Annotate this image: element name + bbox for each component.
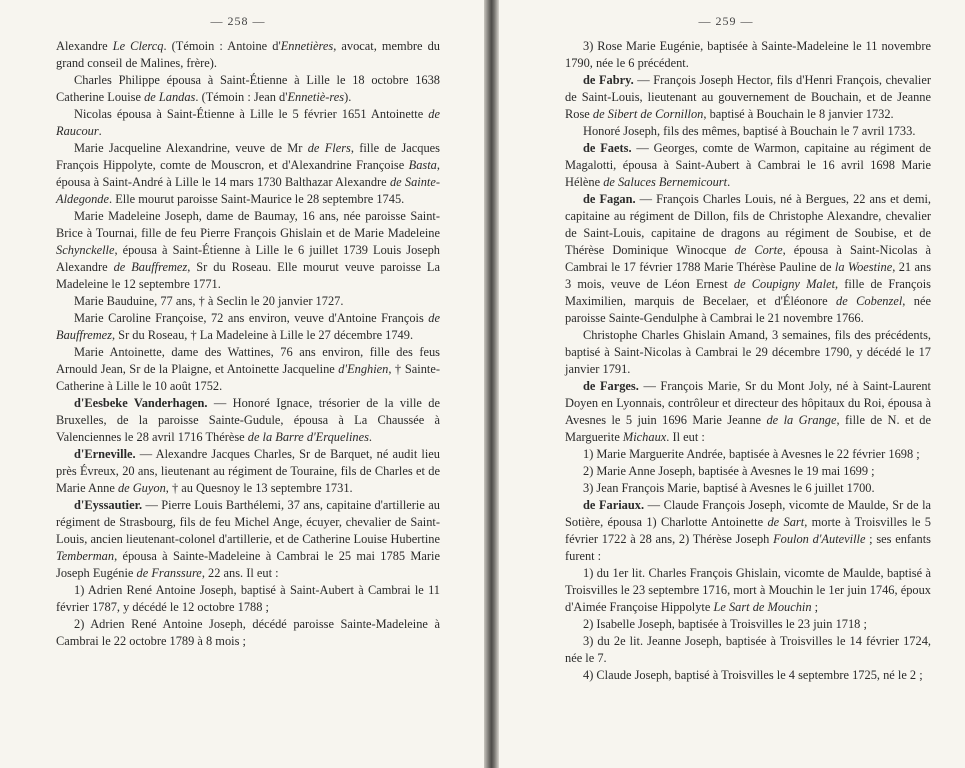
- text-segment: , Sr du Roseau. Elle mourut veuve paroisse La Madeleine le 12 septembre 1771.: [56, 260, 440, 291]
- page-text: [565, 38, 931, 684]
- text-segment: 2) Isabelle Joseph, baptisée à Troisvilles le 23 juin 1718 ;: [583, 617, 867, 631]
- text-segment: 2) Adrien René Antoine Joseph, décédé paroisse Sainte-Madeleine à Cambrai le 22 octobre 1789 à 8 mois ;: [56, 617, 440, 648]
- paragraph: [56, 140, 440, 208]
- text-segment: .: [727, 175, 731, 189]
- paragraph: [565, 463, 931, 480]
- text-segment: 1) Adrien René Antoine Joseph, baptisé à Saint-Aubert à Cambrai le 11 février 1787, y décédé le 12 octobre 1788 ;: [56, 583, 440, 614]
- text-segment: 3) du 2e lit. Jeanne Joseph, baptisée à Troisvilles le 14 février 1724, née le 7.: [565, 634, 931, 665]
- page-number: — 258 —: [210, 14, 266, 28]
- italic-name: de Bauffremez: [56, 311, 440, 342]
- paragraph: [565, 140, 931, 191]
- entry-heading: d'Erneville.: [74, 447, 136, 461]
- paragraph: [565, 123, 931, 140]
- text-segment: , fille de Jacques François Hippolyte, comte de Mouscron, et d'Alexandrine Françoise: [56, 141, 440, 172]
- entry-heading: d'Eyssautier.: [74, 498, 143, 512]
- entry-heading: de Farges.: [583, 379, 639, 393]
- text-segment: .: [368, 430, 373, 444]
- italic-name: de Franssure: [136, 566, 202, 580]
- paragraph: [56, 38, 440, 72]
- text-segment: .: [98, 124, 102, 138]
- text-segment: , avocat, membre du grand conseil de Malines, frère).: [56, 39, 440, 70]
- text-segment: 1) du 1er lit. Charles François Ghislain, vicomte de Maulde, baptisé à Troisvilles le 23 septembre 1716, mort à Mouchin le 1er juin 1746, époux d'Aimée Françoise Hippolyte: [565, 566, 931, 614]
- italic-name: de Corte: [734, 243, 783, 257]
- entry-heading: de Faets.: [583, 141, 632, 155]
- text-segment: . Il eut :: [666, 430, 705, 444]
- text-segment: Christophe Charles Ghislain Amand, 3 semaines, fils des précédents, baptisé à Saint-Nicolas à Cambrai le 29 décembre 1790, y décédé le 17 janvier 1791.: [565, 328, 931, 376]
- italic-name: Michaux: [622, 430, 667, 444]
- paragraph: [565, 72, 931, 123]
- italic-name: de Bauffremez: [113, 260, 188, 274]
- page-text: [56, 38, 440, 650]
- text-segment: , 21 ans 3 mois, veuve de Léon Ernest: [565, 260, 932, 291]
- text-segment: Alexandre: [56, 39, 113, 53]
- text-segment: 2) Marie Anne Joseph, baptisée à Avesnes le 19 mai 1699 ;: [583, 464, 875, 478]
- italic-name: la Woestine: [834, 260, 893, 274]
- text-segment: , épousa à Saint-Étienne à Lille le 6 juillet 1739 Louis Joseph Alexandre: [56, 243, 440, 274]
- italic-name: de Landas: [144, 90, 196, 104]
- text-segment: Nicolas épousa à Saint-Étienne à Lille le 5 février 1651 Antoinette: [74, 107, 429, 121]
- paragraph: [56, 310, 440, 344]
- paragraph: [56, 395, 440, 446]
- text-segment: , née paroisse Sainte-Gendulphe à Cambrai le 21 novembre 1766.: [565, 294, 931, 325]
- text-segment: Charles Philippe épousa à Saint-Étienne à Lille le 18 octobre 1638 Catherine Louise: [56, 73, 440, 104]
- text-segment: , épousa à Saint-André à Lille le 14 mars 1730 Balthazar Alexandre: [56, 158, 440, 189]
- paragraph: [565, 191, 931, 327]
- italic-name: Ennetières: [280, 39, 334, 53]
- text-segment: , morte à Troisvilles le 5 février 1722 à 28 ans, 2) Thérèse Joseph: [565, 515, 932, 546]
- italic-name: d'Enghien: [338, 362, 389, 376]
- italic-name: de Sart: [767, 515, 805, 529]
- italic-name: de Flers: [307, 141, 351, 155]
- paragraph: [565, 667, 931, 684]
- text-segment: . (Témoin : Jean d': [195, 90, 288, 104]
- paragraph: [56, 293, 440, 310]
- text-segment: — Claude François Joseph, vicomte de Maulde, Sr de la Sotière, épousa 1) Charlotte Antoinette: [565, 498, 932, 529]
- italic-name: de Sibert de Cornillon: [592, 107, 704, 121]
- text-segment: — Pierre Louis Barthélemi, 37 ans, capitaine d'artillerie au régiment de Strasbourg, fils de feu Michel Ange, écuyer, chevalier de Saint-Louis, ancien lieutenant-colonel d'artillerie, et de Catherine Louise Hubertine: [56, 498, 440, 546]
- paragraph: [565, 616, 931, 633]
- text-segment: , baptisé à Bouchain le 8 janvier 1732.: [703, 107, 894, 121]
- text-segment: ).: [344, 90, 352, 104]
- paragraph: [56, 208, 440, 293]
- paragraph: [565, 633, 931, 667]
- text-segment: Marie Bauduine, 77 ans, † à Seclin le 20 janvier 1727.: [74, 294, 344, 308]
- text-segment: , Sr du Roseau, † La Madeleine à Lille le 27 décembre 1749.: [111, 328, 414, 342]
- entry-heading: de Fabry.: [583, 73, 634, 87]
- text-segment: — Georges, comte de Warmon, capitaine au régiment de Magalotti, épousa à Saint-Aubert à Cambrai le 16 avril 1698 Marie Hélène: [565, 141, 931, 189]
- paragraph: [565, 497, 931, 565]
- page-number: — 259 —: [698, 14, 754, 28]
- italic-name: de Raucour: [56, 107, 440, 138]
- paragraph: [56, 106, 440, 140]
- paragraph: [56, 497, 440, 582]
- text-segment: 4) Claude Joseph, baptisé à Troisvilles le 4 septembre 1725, né le 2 ;: [583, 668, 923, 682]
- italic-name: Le Clercq: [112, 39, 164, 53]
- text-segment: , épousa à Saint-Nicolas à Cambrai le 17 février 1788 Marie Thérèse Pauline de: [565, 243, 932, 274]
- italic-name: Temberman: [56, 549, 115, 563]
- text-segment: — Alexandre Jacques Charles, Sr de Barquet, né audit lieu près Évreux, 20 ans, lieutenant au régiment de Touraine, fils de Charles et de Marie Anne: [56, 447, 440, 495]
- entry-heading: d'Eesbeke Vanderhagen.: [74, 396, 208, 410]
- text-segment: , fille de François Maximilien, marquis de Becelaer, et d'Éléonore: [565, 277, 931, 308]
- text-segment: ; ses enfants furent :: [565, 532, 931, 563]
- italic-name: de la Barre d'Erquelines: [247, 430, 369, 444]
- text-segment: 3) Rose Marie Eugénie, baptisée à Sainte-Madeleine le 11 novembre 1790, née le 6 précédent.: [565, 39, 931, 70]
- italic-name: Foulon d'Auteville: [773, 532, 866, 546]
- italic-name: de Cobenzel: [836, 294, 903, 308]
- text-segment: , † Sainte-Catherine à Lille le 10 août 1752.: [56, 362, 440, 393]
- text-segment: — Honoré Ignace, trésorier de la ville de Bruxelles, de la paroisse Sainte-Gudule, épousa à La Chaussée à Valenciennes le 28 avril 1716 Thérèse: [56, 396, 440, 444]
- text-segment: , fille de N. et de Marguerite: [565, 413, 932, 444]
- right-page: [499, 0, 965, 768]
- paragraph: [565, 378, 931, 446]
- text-segment: Marie Antoinette, dame des Wattines, 76 ans environ, fille des feus Arnould Jean, Sr de la Plaigne, et Antoinette Jacqueline: [56, 345, 440, 376]
- text-segment: . Elle mourut paroisse Saint-Maurice le 28 septembre 1745.: [109, 192, 405, 206]
- text-segment: ;: [811, 600, 819, 614]
- paragraph: [56, 72, 440, 106]
- paragraph: [565, 565, 931, 616]
- italic-name: de Sainte-Aldegonde: [56, 175, 440, 206]
- text-segment: , † au Quesnoy le 13 septembre 1731.: [165, 481, 353, 495]
- paragraph: [565, 327, 931, 378]
- text-segment: , 22 ans. Il eut :: [201, 566, 279, 580]
- entry-heading: de Fagan.: [583, 192, 636, 206]
- text-segment: — François Charles Louis, né à Bergues, 22 ans et demi, capitaine au régiment de Dillon, fils de Christophe Alexandre, chevalier de Saint-Louis, capitaine de dragons au régiment de Soubise, et de Thérèse Dominique Winocque: [565, 192, 931, 257]
- paragraph: [56, 616, 440, 650]
- italic-name: de Guyon: [117, 481, 166, 495]
- italic-name: Schynckelle: [56, 243, 115, 257]
- text-segment: Marie Jacqueline Alexandrine, veuve de Mr: [74, 141, 308, 155]
- text-segment: . (Témoin : Antoine d': [163, 39, 281, 53]
- paragraph: [56, 344, 440, 395]
- italic-name: Basta: [408, 158, 437, 172]
- italic-name: de Coupigny Malet: [733, 277, 836, 291]
- paragraph: [56, 446, 440, 497]
- entry-heading: de Fariaux.: [583, 498, 645, 512]
- text-segment: Marie Caroline Françoise, 72 ans environ, veuve d'Antoine François: [74, 311, 429, 325]
- italic-name: Ennetiè-res: [287, 90, 345, 104]
- paragraph: [565, 38, 931, 72]
- book-gutter: [484, 0, 499, 768]
- paragraph: [56, 582, 440, 616]
- text-segment: , épousa à Sainte-Madeleine à Cambrai le 25 mai 1785 Marie Joseph Eugénie: [56, 549, 440, 580]
- text-segment: 1) Marie Marguerite Andrée, baptisée à Avesnes le 22 février 1698 ;: [583, 447, 920, 461]
- italic-name: Le Sart de Mouchin: [713, 600, 812, 614]
- text-segment: — François Marie, Sr du Mont Joly, né à Saint-Laurent Doyen en Lyonnais, contrôleur et directeur des hôpitaux du Roi, épousa à Avesnes le 5 juin 1696 Marie Jeanne: [565, 379, 931, 427]
- text-segment: — François Joseph Hector, fils d'Henri François, chevalier de Saint-Louis, lieutenant au gouvernement de Bouchain, et de Jeanne Rose: [565, 73, 931, 121]
- text-segment: Marie Madeleine Joseph, dame de Baumay, 16 ans, née paroisse Saint-Brice à Tournai, fille de feu Pierre François Ghislain et de Marie Madeleine: [56, 209, 440, 240]
- italic-name: de la Grange: [766, 413, 837, 427]
- text-segment: Honoré Joseph, fils des mêmes, baptisé à Bouchain le 7 avril 1733.: [583, 124, 916, 138]
- paragraph: [565, 480, 931, 497]
- text-segment: 3) Jean François Marie, baptisé à Avesnes le 6 juillet 1700.: [583, 481, 875, 495]
- paragraph: [565, 446, 931, 463]
- italic-name: de Saluces Bernemicourt: [603, 175, 728, 189]
